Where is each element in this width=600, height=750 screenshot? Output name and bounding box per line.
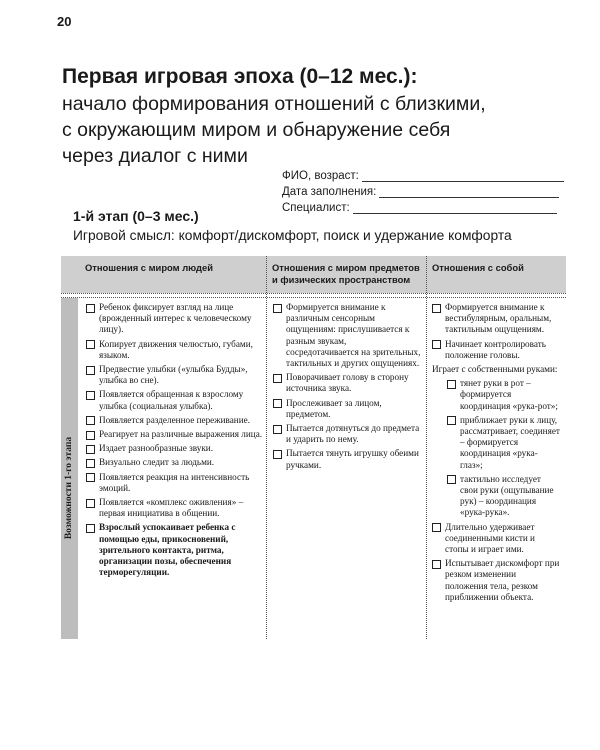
title-line: через диалог с ними: [62, 145, 248, 167]
date-line[interactable]: [379, 186, 559, 198]
stage-heading: 1-й этап (0–3 мес.): [73, 208, 199, 224]
list-item: Ребенок фиксирует взгляд на лице (врожденный интерес к человеческому лицу).: [86, 302, 263, 336]
checkbox[interactable]: [86, 473, 95, 482]
list-item: Появляется разделенное переживание.: [86, 415, 263, 426]
stage-meaning: Игровой смысл: комфорт/дискомфорт, поиск и удержание комфорта: [73, 228, 512, 243]
checkbox[interactable]: [273, 374, 282, 383]
title-bold: Первая игровая эпоха (0–12 мес.):: [62, 65, 418, 88]
name-line[interactable]: [362, 170, 564, 182]
list-item: Поворачивает голову в сторону источника звука.: [273, 372, 421, 394]
checkbox[interactable]: [273, 304, 282, 313]
list-item-bold: Взрослый успокаивает ребенка с помощью еды, прикосновений, зрительного контакта, ритма, организации позы, обеспечения терморегуляции.: [86, 522, 263, 578]
header-people: Отношения с миром людей: [85, 262, 213, 273]
specialist-label: Специалист:: [282, 202, 350, 214]
date-field[interactable]: [282, 182, 564, 198]
sub-list-item: приближает руки к лицу, рассматривает, соединяет – формируется координация «рука-глаз»;: [432, 415, 560, 471]
list-item: Формируется внимание к вестибулярным, оральным, тактильным ощущениям.: [432, 302, 560, 336]
sub-list-item: тактильно исследует свои руки (ощупывание рук) – координация «рука-рука».: [432, 474, 560, 519]
stage-sidebar: [61, 298, 78, 639]
list-item: Реагирует на различные выражения лица.: [86, 429, 263, 440]
list-item: Предвестие улыбки («улыбка Будды», улыбка во сне).: [86, 364, 263, 386]
checkbox[interactable]: [432, 560, 441, 569]
column-divider: [426, 256, 427, 639]
checkbox[interactable]: [273, 399, 282, 408]
checkbox[interactable]: [432, 340, 441, 349]
list-item: Появляется обращенная к взрослому улыбка (социальная улыбка).: [86, 389, 263, 411]
checkbox[interactable]: [86, 431, 95, 440]
column-objects: [273, 302, 421, 474]
column-people: [86, 302, 263, 581]
section-title: [62, 64, 542, 169]
list-item: Появляется реакция на интенсивность эмоций.: [86, 472, 263, 494]
date-label: Дата заполнения:: [282, 186, 377, 198]
sidebar-label: Возможности 1-го этапа: [64, 436, 74, 540]
title-line: начало формирования отношений с близкими,: [62, 93, 486, 115]
checkbox[interactable]: [432, 304, 441, 313]
column-divider: [266, 256, 267, 639]
header-self: Отношения с собой: [432, 262, 524, 273]
play-label: Играет с собственными руками:: [432, 364, 558, 375]
name-label: ФИО, возраст:: [282, 170, 359, 182]
list-item: Пытается тянуть игрушку обеими ручками.: [273, 448, 421, 470]
list-item: Издает разнообразные звуки.: [86, 443, 263, 454]
checkbox[interactable]: [273, 450, 282, 459]
title-line: с окружающим миром и обнаружение себя: [62, 119, 451, 141]
list-item: Формируется внимание к различным сенсорным ощущениям: прислушивается к разным звукам, сосредотачивается на зрительных, тактильных и других ощущениях.: [273, 302, 421, 369]
stage-block: [73, 208, 512, 245]
checkbox[interactable]: [432, 523, 441, 532]
checkbox[interactable]: [86, 445, 95, 454]
page-number: 20: [57, 14, 72, 29]
list-item: Длительно удерживает соединенными кисти и стопы и играет ими.: [432, 522, 560, 556]
checklist-table: [61, 256, 566, 639]
checkbox[interactable]: [447, 380, 456, 389]
column-self: [432, 302, 560, 606]
checkbox[interactable]: [447, 416, 456, 425]
list-item: Появляется «комплекс оживления» – первая инициатива в общении.: [86, 497, 263, 519]
checkbox[interactable]: [86, 416, 95, 425]
checkbox[interactable]: [447, 475, 456, 484]
checkbox[interactable]: [86, 459, 95, 468]
checkbox[interactable]: [273, 425, 282, 434]
list-item: Прослеживает за лицом, предметом.: [273, 398, 421, 420]
checkbox[interactable]: [86, 499, 95, 508]
checkbox[interactable]: [86, 304, 95, 313]
form-fields: [282, 166, 564, 214]
checkbox[interactable]: [86, 391, 95, 400]
header-objects: Отношения с миром предметов и физических пространством: [272, 262, 420, 285]
list-item: Начинает контролировать положение головы.: [432, 339, 560, 361]
list-item: Испытывает дискомфорт при резком изменении положения тела, резком приближении объекта.: [432, 558, 560, 603]
checkbox[interactable]: [86, 524, 95, 533]
checkbox[interactable]: [86, 340, 95, 349]
list-item: Визуально следит за людьми.: [86, 457, 263, 468]
name-field[interactable]: [282, 166, 564, 182]
list-item: Копирует движения челюстью, губами, языком.: [86, 339, 263, 361]
sub-list-item: тянет руки в рот – формируется координация «рука-рот»;: [432, 378, 560, 412]
list-item: Пытается дотянуться до предмета и ударить по нему.: [273, 423, 421, 445]
header-divider: [61, 293, 566, 294]
checkbox[interactable]: [86, 366, 95, 375]
header-divider: [61, 297, 566, 298]
